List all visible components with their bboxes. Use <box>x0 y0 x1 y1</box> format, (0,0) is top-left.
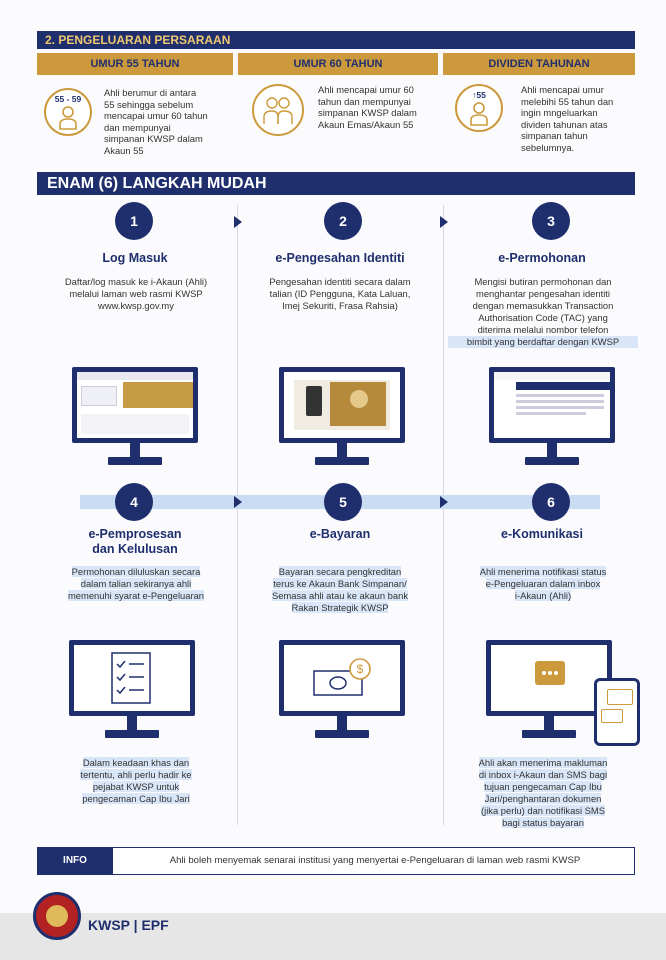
monitor-base <box>105 730 159 738</box>
step-note-6: Ahli akan menerima makluman di inbox i-Akaun dan SMS bagi tujuan pengecaman Cap Ibu Jari/penghantaran dokumen (jika perlu) dan notifikasi SMS bagi status bayaran <box>478 757 608 828</box>
step-title-3: e-Permohonan <box>498 251 586 265</box>
elderly-couple-icon <box>252 84 304 136</box>
step-title-4: e-Pemprosesan dan Kelulusan <box>88 527 182 556</box>
step-title-2: e-Pengesahan Identiti <box>275 251 405 265</box>
monitor-base <box>108 457 162 465</box>
column-text-umur-60: Ahli mencapai umur 60 tahun dan mempunyai simpanan KWSP dalam Akaun Emas/Akaun 55 <box>318 84 417 130</box>
age-badge: 55 - 59 <box>54 94 82 104</box>
step-desc-6: Ahli menerima notifikasi status e-Pengeluaran dalam inbox i-Akaun (Ahli) <box>479 566 607 601</box>
step-number-4: 4 <box>115 483 153 521</box>
column-divider <box>443 205 444 825</box>
steps-title: ENAM (6) LANGKAH MUDAH <box>37 172 635 195</box>
step-desc-1: Daftar/log masuk ke i-Akaun (Ahli) melalui laman web rasmi KWSP www.kwsp.gov.my <box>64 276 208 311</box>
column-text-umur-55: Ahli berumur di antara 55 sehingga sebelum mencapai umur 60 tahun dan mempunyai simpanan KWSP dalam Akaun 55 <box>104 87 208 156</box>
person-icon <box>455 84 503 132</box>
age-badge: ↑55 <box>472 90 486 100</box>
step-number-1: 1 <box>115 202 153 240</box>
brand-name: KWSP | EPF <box>88 917 169 933</box>
column-header-umur-60: UMUR 60 TAHUN <box>238 53 438 75</box>
person-icon <box>44 88 92 136</box>
step-title-5: e-Bayaran <box>309 527 371 541</box>
step-desc-4: Permohonan diluluskan secara dalam talian sekiranya ahli memenuhi syarat e-Pengeluaran <box>67 566 204 601</box>
info-text: Ahli boleh menyemak senarai institusi yang menyertai e-Pengeluaran di laman web rasmi KWSP <box>169 855 581 866</box>
monitor-base <box>522 730 576 738</box>
step-desc-3: Mengisi butiran permohonan dan menghantar pengesahan identiti dengan memasukkan Transaction Authorisation Code (TAC) yang diterima melalui nombor telefon bimbit yang berdaftar dengan KWSP <box>448 276 638 348</box>
step-desc-5: Bayaran secara pengkreditan terus ke Akaun Bank Simpanan/ Semasa ahli atau ke akaun bank Rakan Strategik KWSP <box>271 566 409 613</box>
monitor-stand <box>127 716 137 730</box>
svg-text:$: $ <box>356 662 364 676</box>
column-header-umur-55: UMUR 55 TAHUN <box>37 53 233 75</box>
column-header-dividen: DIVIDEN TAHUNAN <box>443 53 635 75</box>
step-note-4: Dalam keadaan khas dan tertentu, ahli perlu hadir ke pejabat KWSP untuk pengecaman Cap Ibu Jari <box>80 757 192 804</box>
monitor-payment-icon <box>279 640 405 716</box>
info-label: INFO <box>37 847 113 875</box>
step-number-6: 6 <box>532 483 570 521</box>
monitor-base <box>525 457 579 465</box>
monitor-stand <box>547 443 557 457</box>
arrow-right-icon <box>440 216 448 228</box>
kwsp-logo <box>33 892 81 940</box>
monitor-stand <box>337 716 347 730</box>
step-number-5: 5 <box>324 483 362 521</box>
column-divider <box>237 205 238 825</box>
arrow-right-icon <box>234 496 242 508</box>
column-text-dividen: Ahli mencapai umur melebihi 55 tahun dan ingin mngeluarkan dividen tahunan atas simpanan tahun sebelumnya. <box>521 84 614 153</box>
section-title: 2. PENGELUARAN PERSARAAN <box>37 31 635 49</box>
phone-chat-icon <box>594 678 640 746</box>
monitor-stand <box>130 443 140 457</box>
monitor-identity-icon <box>279 367 405 443</box>
step-number-2: 2 <box>324 202 362 240</box>
monitor-stand <box>544 716 554 730</box>
arrow-right-icon <box>234 216 242 228</box>
step-desc-2: Pengesahan identiti secara dalam talian (ID Pengguna, Kata Laluan, Imej Sekuriti, Frasa Rahsia) <box>269 276 411 311</box>
monitor-stand <box>337 443 347 457</box>
step-number-3: 3 <box>532 202 570 240</box>
step-title-6: e-Komunikasi <box>501 527 583 541</box>
monitor-base <box>315 730 369 738</box>
monitor-login-icon <box>72 367 198 443</box>
monitor-base <box>315 457 369 465</box>
monitor-checklist-icon <box>69 640 195 716</box>
step-title-1: Log Masuk <box>102 251 168 265</box>
monitor-application-icon <box>489 367 615 443</box>
arrow-right-icon <box>440 496 448 508</box>
